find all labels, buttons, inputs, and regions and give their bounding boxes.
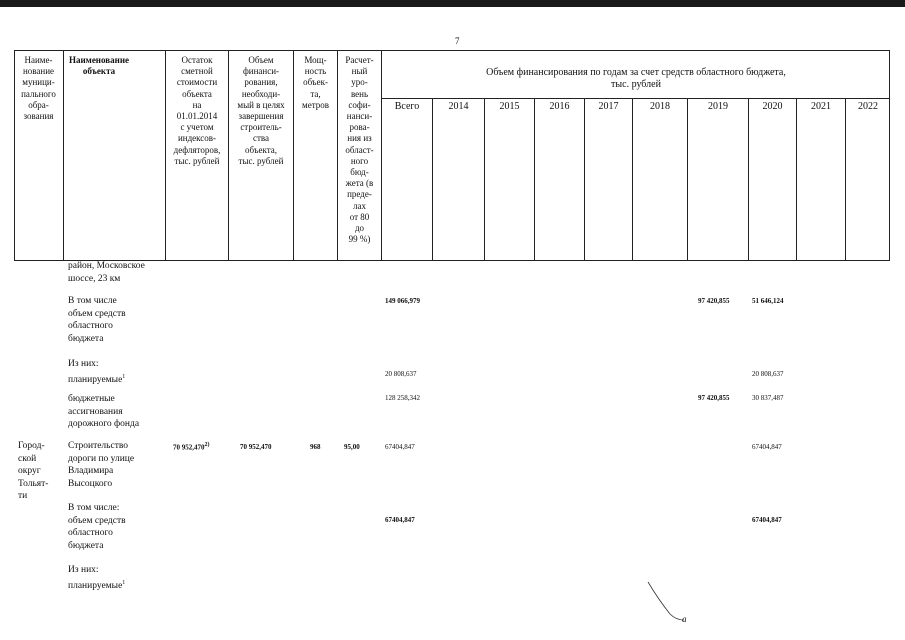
row-object-name: район, Московское шоссе, 23 км (68, 261, 145, 284)
year-header-2014: 2014 (448, 101, 469, 112)
cell-2019: 97 420,855 (698, 297, 730, 305)
col-divider (63, 50, 64, 261)
year-header-2018: 2018 (650, 101, 670, 112)
col-divider (845, 98, 846, 261)
cell-2020: 51 646,124 (752, 297, 784, 305)
year-header-2016: 2016 (549, 101, 570, 112)
cell-total: 20 808,637 (385, 370, 417, 378)
footnote-mark: 1 (122, 579, 126, 586)
col-divider (748, 98, 749, 261)
footnote-mark: 1 (122, 373, 126, 380)
year-header-2022: 2022 (858, 101, 878, 112)
row-object-name-text: Из них: планируемые (68, 565, 123, 591)
header-regional-budget: Объем финансирования по годам за счет средств областного бюджета, тыс. рублей (486, 67, 786, 90)
year-header-2017: 2017 (598, 101, 619, 112)
year-header-2021: 2021 (811, 101, 831, 112)
cell-remaining-cost (173, 442, 210, 451)
cell-total: 67404,847 (385, 443, 415, 451)
cell-2020: 20 808,637 (752, 370, 784, 378)
header-municipality: Наиме- нование муници- пального обра- зования (21, 55, 56, 122)
handwritten-mark: a (682, 614, 687, 624)
cell-total: 149 066,979 (385, 297, 420, 305)
year-header-total: Всего (394, 101, 420, 112)
col-divider (687, 98, 688, 261)
header-cofinancing-level: Расчет- ный уро- вень софи- нанси- рова- ния из област- ного бюд- жета (в преде- лах от 80 до 99 %) (345, 55, 374, 245)
header-object-name: Наименование объекта (69, 55, 129, 77)
cell-2020: 67404,847 (752, 516, 782, 524)
cell-total: 67404,847 (385, 516, 415, 524)
col-divider (632, 98, 633, 261)
cell-2019: 97 420,855 (698, 394, 730, 402)
col-divider (584, 98, 585, 261)
row-object-name-text: Из них: планируемые (68, 359, 123, 385)
scan-top-edge (0, 0, 905, 7)
row-object-name: бюджетные ассигнования дорожного фонда (68, 394, 140, 430)
header-remaining-cost: Остаток сметной стоимости объекта на 01.01.2014 с учетом индексов- дефляторов, тыс. рублей (173, 55, 221, 166)
row-divider (381, 98, 890, 99)
year-header-2020: 2020 (762, 101, 783, 112)
cell-cofinancing-level: 95,00 (344, 443, 360, 451)
cell-2020: 67404,847 (752, 443, 782, 451)
cell-remaining-cost-value: 70 952,470 (173, 443, 205, 452)
cell-funding-volume: 70 952,470 (240, 443, 272, 451)
row-municipality: Город- ской округ Тольят- ти (18, 441, 49, 502)
row-object-name (68, 564, 125, 592)
row-object-name (68, 358, 125, 386)
col-divider (796, 98, 797, 261)
cell-total: 128 258,342 (385, 394, 420, 402)
header-funding-volume: Объем финанси- рования, необходи- мый в целях завершения строитель- ства объекта, тыс. рублей (237, 55, 285, 166)
col-divider (484, 98, 485, 261)
header-capacity: Мощ- ность объек- та, метров (302, 55, 329, 110)
cell-capacity: 968 (310, 443, 321, 451)
col-divider (534, 98, 535, 261)
row-object-name: В том числе: объем средств областного бюджета (68, 503, 126, 551)
page-number: 7 (455, 36, 460, 46)
col-divider (432, 98, 433, 261)
row-object-name: В том числе объем средств областного бюджета (68, 296, 126, 344)
cell-2020: 30 837,487 (752, 394, 784, 402)
handwritten-stroke (640, 578, 710, 628)
year-header-2019: 2019 (708, 101, 728, 112)
footnote-mark: 2) (204, 442, 210, 448)
row-object-name: Строительство дороги по улице Владимира Высоцкого (68, 441, 135, 489)
year-header-2015: 2015 (499, 101, 520, 112)
